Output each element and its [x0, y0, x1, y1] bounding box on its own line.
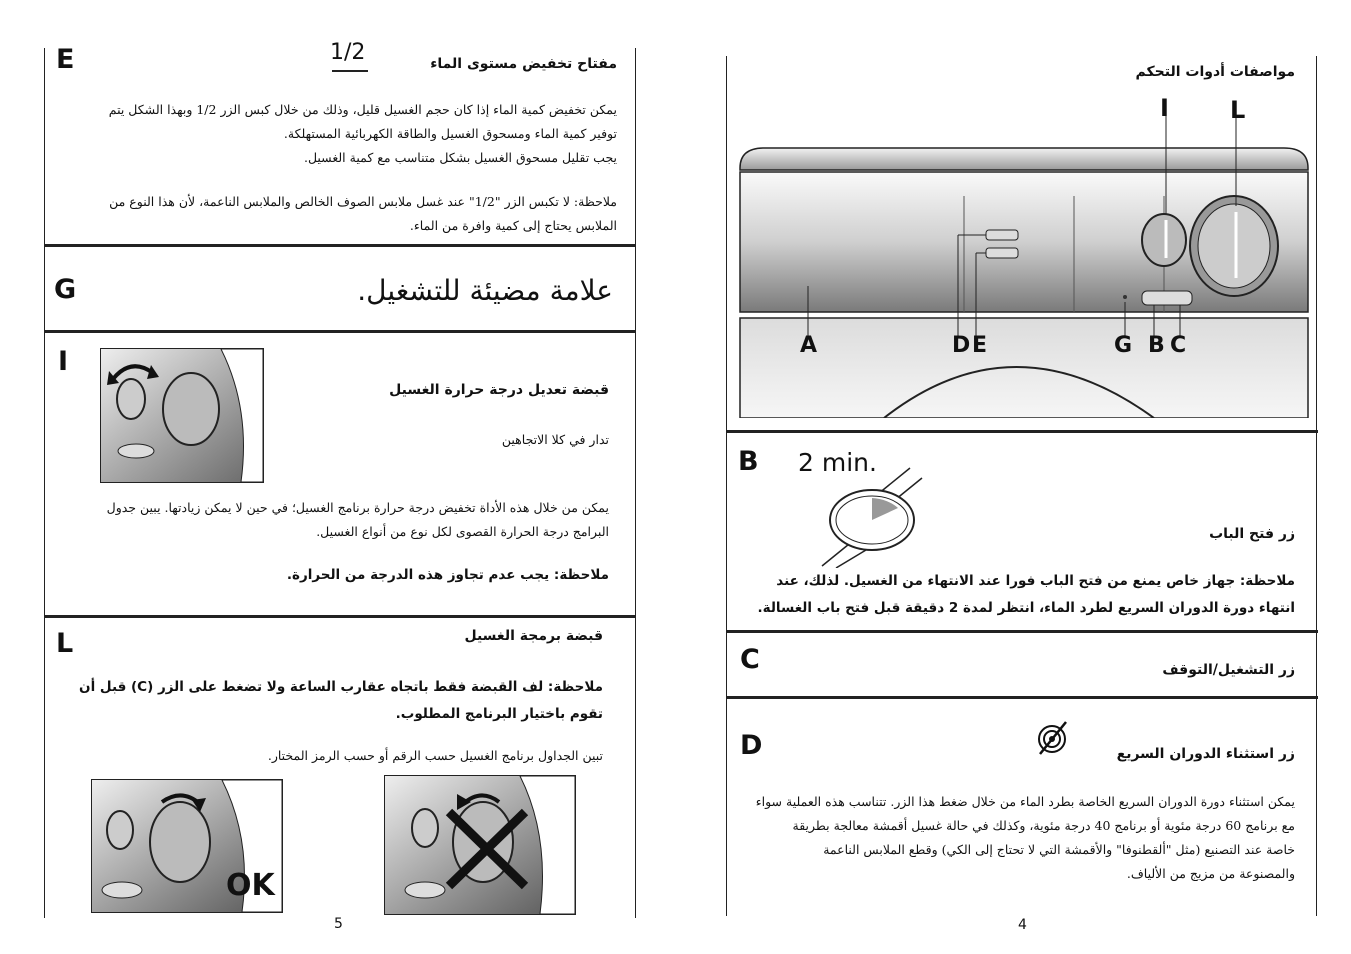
right-margin-line: [635, 48, 636, 918]
section-i-line1: يمكن من خلال هذه الأداة تخفيض درجة حرارة برنامج الغسيل؛ في حين لا يمكن زيادتها. يبين جدول: [106, 500, 609, 515]
section-e-line1: يمكن تخفيض كمية الماء إذا كان حجم الغسيل قليل، وذلك من خلال كبس الزر 1/2 وبهذا الشكل يتم: [108, 102, 617, 117]
door-delay-time: 2 min.: [798, 448, 877, 477]
label-a: A: [800, 333, 818, 358]
divider-b-c: [726, 630, 1318, 633]
divider-c-d: [726, 696, 1318, 699]
label-l: L: [1230, 96, 1246, 124]
section-e-line2: توفير كمية الماء ومسحوق الغسيل والطاقة الكهربائية المستهلكة.: [283, 126, 617, 141]
section-i-line2: البرامج درجة الحرارة القصوى لكل نوع من أنواع الغسيل.: [316, 524, 609, 539]
section-d-line4: والمصنوعة من مزيج من الألياف.: [1126, 866, 1295, 881]
section-e-note: [57, 190, 617, 238]
left-margin-line: [44, 48, 45, 918]
divider-g-i: [44, 330, 636, 333]
divider-panel-b: [726, 430, 1318, 433]
temperature-knob-illustration: [100, 348, 264, 483]
section-l-title: قبضة برمجة الغسيل: [464, 628, 603, 644]
section-d-line1: يمكن استثناء دورة الدوران السريع الخاصة بطرد الماء من خلال ضغط هذا الزر. تتناسب هذه العملية سواء: [755, 794, 1295, 809]
section-b-letter: B: [738, 446, 759, 477]
section-e-note-line1: ملاحظة: لا تكبس الزر "1/2" عند غسل ملابس الصوف الخالص والملابس الناعمة، لأن هذا النوع من: [109, 194, 617, 209]
divider-i-l: [44, 615, 636, 618]
section-i-note: ملاحظة: يجب عدم تجاوز هذه الدرجة من الحرارة.: [286, 567, 609, 583]
control-panel-illustration: [734, 96, 1314, 418]
program-knob-wrong-illustration: [384, 775, 576, 915]
section-l-letter: L: [56, 628, 74, 659]
section-c-title: زر التشغيل/التوقف: [1162, 662, 1295, 678]
wristwatch-icon: [818, 464, 948, 568]
section-i-body: [49, 496, 609, 544]
section-d-title: زر استثناء الدوران السريع: [1116, 746, 1295, 762]
section-b-title: زر فتح الباب: [1209, 526, 1295, 542]
ok-label: OK: [226, 868, 275, 903]
label-e: E: [972, 333, 988, 358]
half-load-symbol: 1/2: [330, 40, 366, 65]
controls-title: مواصفات أدوات التحكم: [1135, 64, 1295, 80]
section-e-body: [57, 98, 617, 170]
divider-e-g: [44, 244, 636, 247]
label-i: I: [1160, 94, 1169, 122]
right-page-left-line: [726, 56, 727, 916]
section-d-line3: خاصة عند التصنيع (مثل "ألقطنوفا" والأقمشة التي لا تحتاج إلى الكي) وقطع الملابس الناعمة: [823, 842, 1295, 857]
section-i-letter: I: [58, 346, 69, 377]
section-d-letter: D: [740, 730, 763, 761]
section-e-letter: E: [56, 44, 75, 75]
section-e-line3: يجب تقليل مسحوق الغسيل بشكل متناسب مع كمية الغسيل.: [303, 150, 617, 165]
section-i-title: قبضة تعديل درجة حرارة الغسيل: [389, 382, 609, 398]
section-b-note: [735, 568, 1295, 622]
section-g-letter: G: [54, 274, 77, 305]
page-number-right: 4: [1018, 917, 1027, 933]
section-d-body: [725, 790, 1295, 886]
section-e-note-line2: الملابس يحتاج إلى كمية وافرة من الماء.: [409, 218, 617, 233]
section-l-note-line1: ملاحظة: لف القبضة فقط باتجاه عقارب الساعة ولا تضغط على الزر (C) قبل أن: [79, 679, 603, 695]
section-c-letter: C: [740, 644, 760, 675]
section-l-note: [43, 674, 603, 728]
label-c: C: [1170, 333, 1187, 358]
section-l-body: تبين الجداول برنامج الغسيل حسب الرقم أو حسب الرمز المختار.: [267, 748, 603, 763]
left-page: [0, 0, 675, 954]
label-b: B: [1148, 333, 1165, 358]
section-d-line2: مع برنامج 60 درجة مئوية أو برنامج 40 درجة مئوية، وكذلك في حالة غسيل أقمشة معالجة بطريقة: [792, 818, 1295, 833]
section-g-title: علامة مضيئة للتشغيل.: [357, 274, 613, 307]
label-g: G: [1114, 333, 1133, 358]
right-page: [676, 0, 1351, 954]
page-number-left: 5: [334, 916, 343, 932]
right-page-right-line: [1316, 56, 1317, 916]
label-d: D: [952, 333, 971, 358]
section-i-subtitle: تدار في كلا الاتجاهين: [501, 432, 609, 447]
section-l-note-line2: تقوم باختيار البرنامج المطلوب.: [395, 706, 603, 722]
section-b-note-line2: انتهاء دورة الدوران السريع لطرد الماء، انتظر لمدة 2 دقيقة قبل فتح باب الغسالة.: [757, 600, 1295, 616]
section-b-note-line1: ملاحظة: جهاز خاص يمنع من فتح الباب فورا عند الانتهاء من الغسيل. لذلك، عند: [776, 573, 1295, 589]
section-e-title: مفتاح تخفيض مستوى الماء: [430, 56, 617, 72]
